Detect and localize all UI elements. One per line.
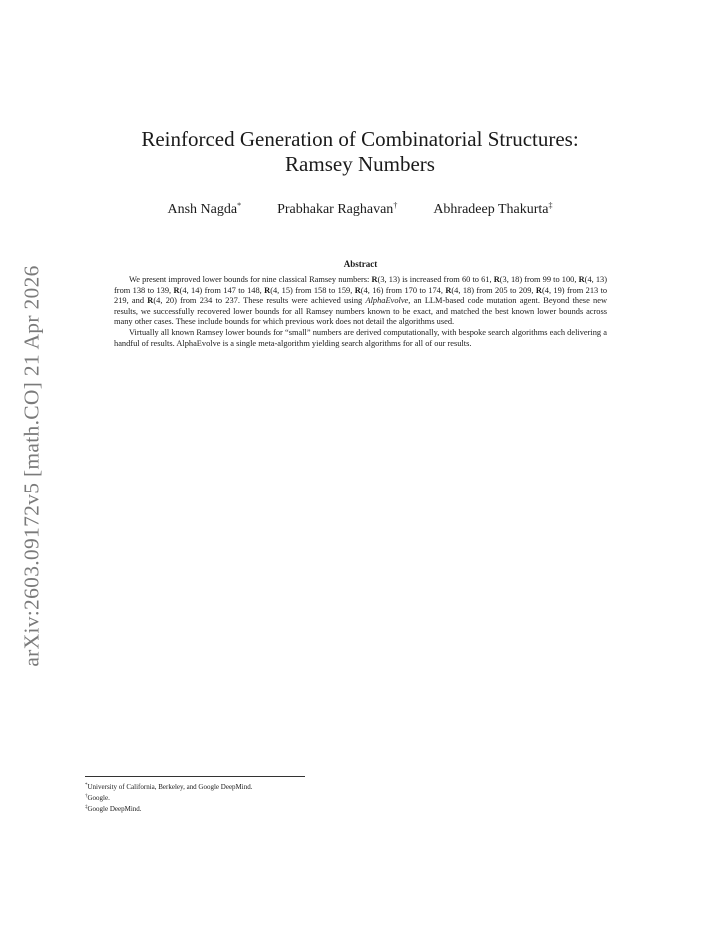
ramsey-bound [174,286,265,295]
arxiv-identifier [12,244,52,688]
ramsey-symbol: R [493,275,500,284]
author-mark: † [393,201,398,210]
footnote-mark: † [85,794,88,799]
author [277,201,397,218]
ramsey-args: (4, 13) [584,275,608,284]
paper-title [100,127,620,177]
footnote-mark: ‡ [85,805,88,810]
ramsey-symbol: R [354,285,361,295]
author-list [100,201,620,218]
ramsey-text: from 147 to 148, [202,285,265,295]
footnotes [85,781,605,814]
footnote [85,781,605,792]
ramsey-args: (4, 14) [179,285,203,295]
footnote [85,803,605,814]
footnote-mark: * [85,783,88,788]
author [433,201,552,218]
ramsey-bound [372,275,494,284]
ramsey-bound [355,286,446,295]
ramsey-bound [264,286,355,295]
arxiv-identifier-text: arXiv:2603.09172v5 [math.CO] 21 Apr 2026 [19,265,44,667]
ramsey-symbol: R [147,296,154,306]
footnote-rule [85,776,305,777]
ramsey-text: from 158 to 159, [292,285,355,295]
abstract-body [114,275,607,349]
ramsey-args: (3, 18) [499,275,523,284]
footnote-text: University of California, Berkeley, and Google DeepMind. [87,783,253,791]
abstract-paragraph-1 [114,275,607,328]
ramsey-args: (4, 15) [270,285,293,295]
abstract-heading: Abstract [343,259,378,269]
ramsey-symbol: R [371,275,378,284]
ramsey-symbol: R [535,285,542,295]
title-line-2: Ramsey Numbers [285,152,435,176]
abstract-sentence: These results were achieved using [239,296,366,306]
ramsey-text: from 213 to 219, and [114,285,608,306]
abstract-intro: We present improved lower bounds for nine classical Ramsey numbers: [129,275,372,284]
ramsey-text: from 138 to 139, [114,285,174,295]
ramsey-bound [494,275,579,284]
ramsey-text: from 234 to 237. [176,296,240,306]
footnote-text: Google. [87,794,110,802]
ramsey-text: from 99 to 100, [522,275,579,284]
author-name: Ansh Nagda [167,202,238,217]
abstract-sentence: , an LLM-based code mutation agent. Beyond these new results, we successfully recovered lower bounds for all Ramsey numbers known to be exact, and matched the best known lower bounds across many other cases. These include bounds for which previous work does not detail the algorithms used. [114,296,608,327]
ramsey-text: from 170 to 174, [383,285,446,295]
author [167,201,241,218]
author-mark: ‡ [548,201,553,210]
ramsey-symbol: R [445,285,452,295]
author-mark: * [237,201,242,210]
abstract-paragraph-2: Virtually all known Ramsey lower bounds for “small” numbers are derived computationally, with bespoke search algorithms each delivering a handful of results. AlphaEvolve is a single meta-algorithm yielding search algorithms for all of our results. [114,327,607,348]
author-name: Prabhakar Raghavan [277,202,394,217]
ramsey-args: (4, 18) [451,285,474,295]
ramsey-symbol: R [173,285,180,295]
ramsey-args: (3, 13) [377,275,400,284]
agent-name: AlphaEvolve [365,296,409,306]
ramsey-symbol: R [578,275,585,284]
author-name: Abhradeep Thakurta [433,202,549,217]
ramsey-bound [147,296,240,305]
footnote [85,792,605,803]
ramsey-text: from 205 to 209, [474,285,536,295]
ramsey-args: (4, 20) [153,296,177,306]
ramsey-args: (4, 19) [541,285,565,295]
ramsey-bound [445,286,536,295]
footnote-text: Google DeepMind. [87,805,142,813]
ramsey-text: is increased from 60 to 61, [399,275,494,284]
ramsey-args: (4, 16) [360,285,384,295]
title-line-1: Reinforced Generation of Combinatorial Structures: [141,127,579,151]
ramsey-symbol: R [264,285,271,295]
